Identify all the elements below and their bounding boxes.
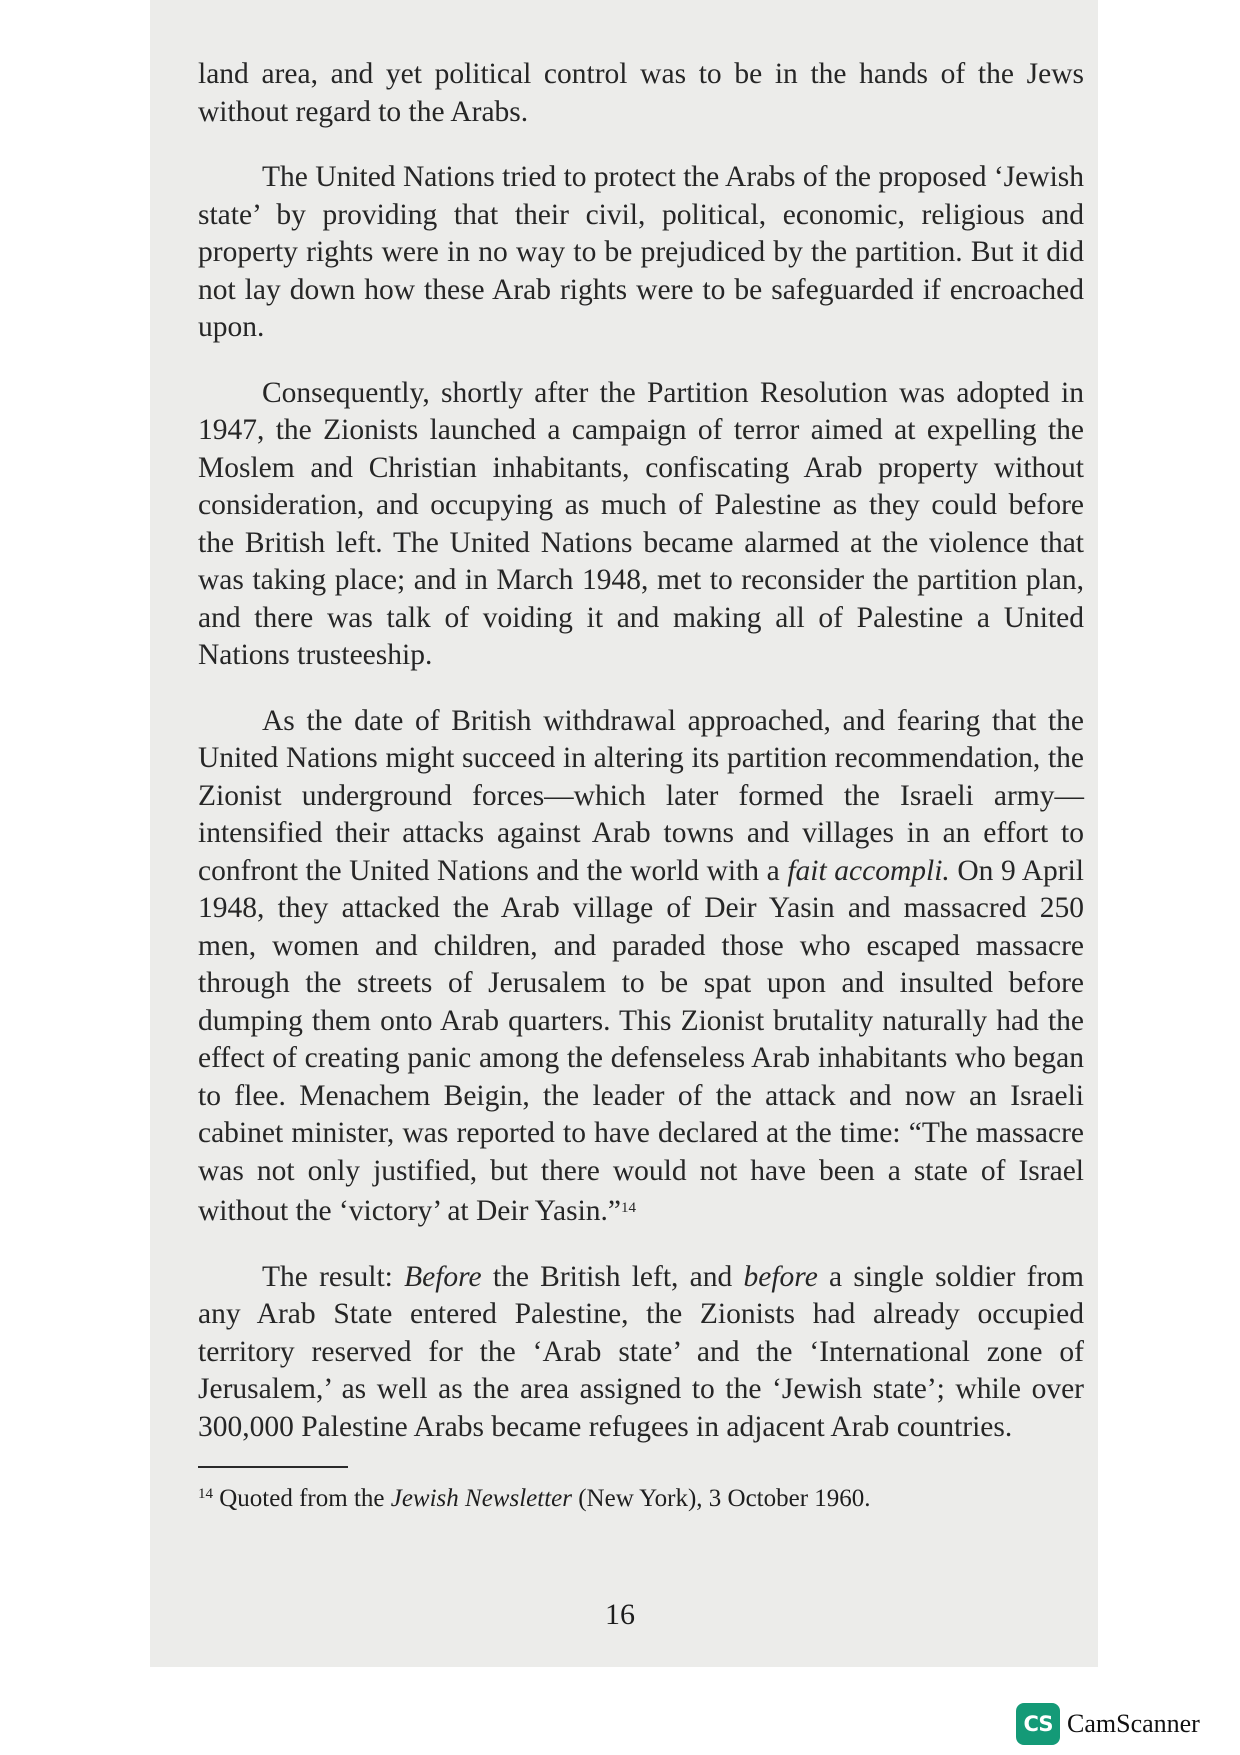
paragraph-text: land area, and yet political control was to be in the hands of the Jews without regard to the Arabs. xyxy=(198,58,1084,128)
paragraph-text: Consequently, shortly after the Partition Resolution was adopted in 1947, the Zionists launched a campaign of terror aimed at expelling the Moslem and Christian inhabitants, confiscating Arab property without consideration, and occupying as much of Palestine as they could before the British left. The United Nations became alarmed at the violence that was taking place; and in March 1948, met to reconsider the partition plan, and there was talk of voiding it and making all of Palestine a United Nations trusteeship. xyxy=(198,376,1084,671)
footnote-divider xyxy=(198,1466,348,1468)
footnote-marker: 14 xyxy=(198,1486,213,1502)
camscanner-logo-icon: CS xyxy=(1016,1703,1060,1745)
paragraph-1 xyxy=(198,56,1084,131)
paragraph-text: The result: xyxy=(262,1260,405,1293)
page-body xyxy=(198,56,1084,1515)
paragraph-text: the British left, and xyxy=(481,1260,744,1293)
paragraph-text: The United Nations tried to protect the Arabs of the proposed ‘Jewish state’ by providing that their civil, political, economic, religious and property rights were in no way to be prejudiced by the partition. But it did not lay down how these Arab rights were to be safeguarded if encroached upon. xyxy=(198,161,1084,343)
paragraph-text: fait accompli. xyxy=(787,854,950,887)
paragraph-text: Before xyxy=(404,1260,482,1293)
footnote-publication-title: Jewish Newsletter xyxy=(390,1485,572,1512)
paragraph-text: before xyxy=(743,1260,818,1293)
footnote-reference: 14 xyxy=(621,1200,637,1216)
paragraph-text: As the date of British withdrawal approached, and fearing that the United Nations might succeed in altering its partition recommendation, the Zionist underground forces—which later formed the Israeli army—intensified their attacks against Arab towns and villages in an effort to confront the United Nations and the world with a xyxy=(198,704,1084,887)
paragraph-4 xyxy=(198,703,1084,1231)
paragraph-2 xyxy=(198,159,1084,347)
camscanner-brand-name: CamScanner xyxy=(1067,1709,1200,1738)
page-number: 16 xyxy=(605,1598,635,1631)
paragraph-text: On 9 April 1948, they attacked the Arab village of Deir Yasin and massacred 250 men, women and children, and paraded those who escaped massacre through the streets of Jerusalem to be spat upon and insulted before dumping them onto Arab quarters. This Zionist brutality naturally had the effect of creating panic among the defenseless Arab inhabitants who began to flee. Menachem Beigin, the leader of the attack and now an Israeli cabinet minister, was reported to have declared at the time: “The massacre was not only justified, but there would not have been a state of Israel without the ‘victory’ at Deir Yasin.” xyxy=(198,854,1084,1227)
paragraph-text: a single soldier from any Arab State entered Palestine, the Zionists had already occupied territory reserved for the ‘Arab state’ and the ‘International zone of Jerusalem,’ as well as the area assigned to the ‘Jewish state’; while over 300,000 Palestine Arabs became refugees in adjacent Arab countries. xyxy=(198,1260,1084,1443)
paragraph-3 xyxy=(198,375,1084,675)
footnote xyxy=(198,1478,1084,1515)
footnote-text-before: Quoted from the xyxy=(213,1485,391,1512)
camscanner-watermark xyxy=(1016,1703,1200,1745)
paragraph-5 xyxy=(198,1259,1084,1447)
paragraph-list xyxy=(198,56,1084,1446)
footnote-text-after: (New York), 3 October 1960. xyxy=(571,1485,871,1512)
